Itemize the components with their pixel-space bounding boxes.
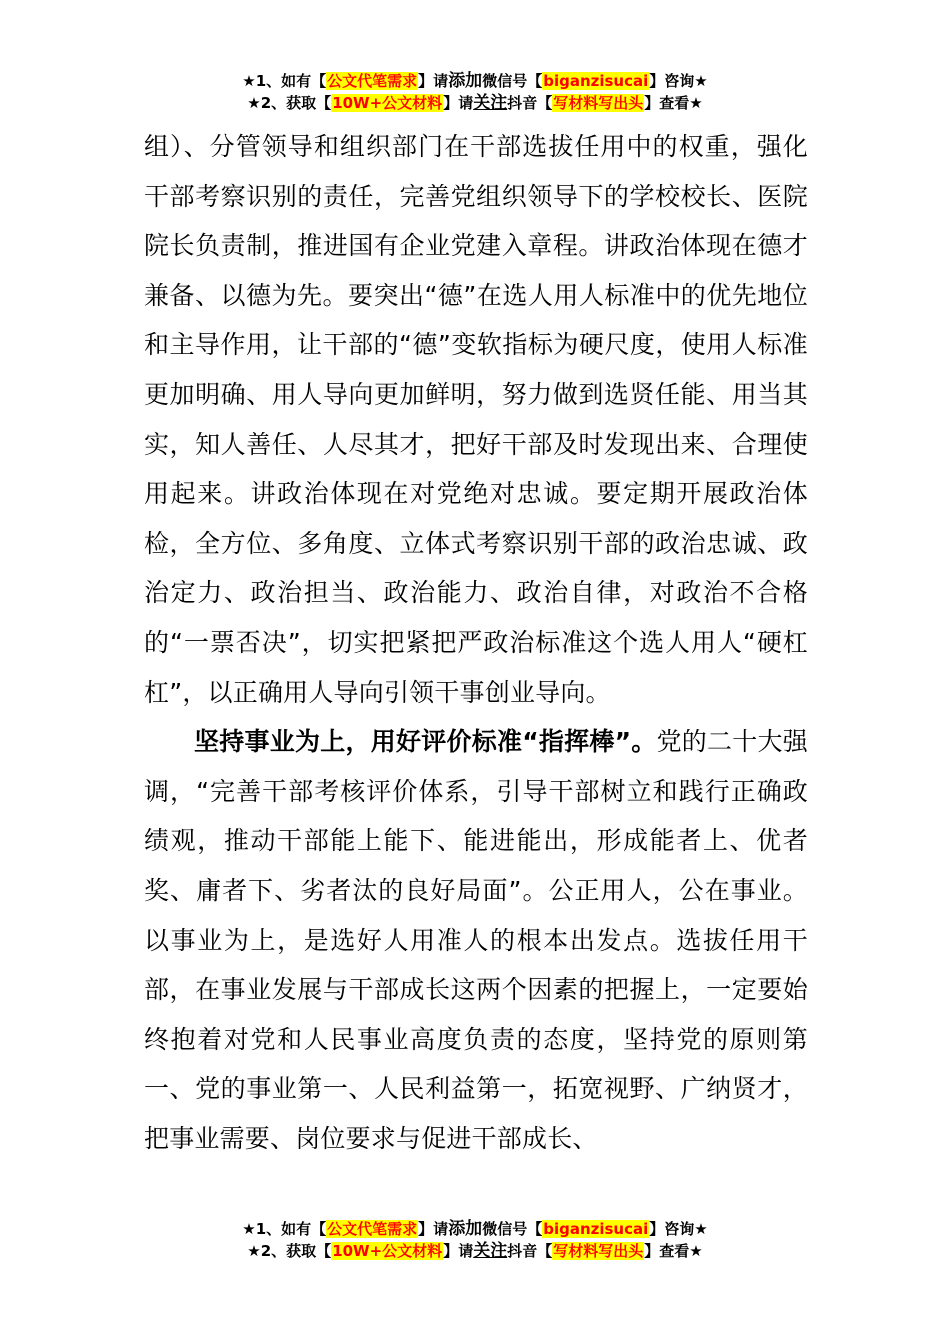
banner-line-2 [0,1240,950,1262]
banner-text: ★1、如有【 [242,1220,327,1238]
paragraph-heading: 坚持事业为上，用好评价标准“指挥棒”。 [194,727,657,757]
banner-text: 】请 [418,72,449,90]
banner-text: 】咨询★ [649,72,708,90]
header-banner [0,70,950,114]
banner-keyword-follow: 关注 [473,1241,508,1261]
paragraph-2 [144,717,808,1163]
banner-text: 抖音【 [507,1242,553,1260]
highlight-wechat-id: biganzisucai [543,72,649,90]
banner-text: ★2、获取【 [247,1242,332,1260]
banner-text: 】查看★ [644,94,703,112]
banner-text: 】查看★ [644,1242,703,1260]
footer-banner [0,1218,950,1262]
banner-keyword-add: 添加 [448,71,483,91]
banner-line-2 [0,92,950,114]
highlight-douyin-account: 写材料写出头 [553,94,644,112]
paragraph-1: 组）、分管领导和组织部门在干部选拔任用中的权重，强化干部考察识别的责任，完善党组织领导下的学校校长、医院院长负责制，推进国有企业党建入章程。讲政治体现在德才兼备、以德为先。要突出“德”在选人用人标准中的优先地位和主导作用，让干部的“德”变软指标为硬尺度，使用人标准更加明确、用人导向更加鲜明，努力做到选贤任能、用当其实，知人善任、人尽其才，把好干部及时发现出来、合理使用起来。讲政治体现在对党绝对忠诚。要定期开展政治体检，全方位、多角度、立体式考察识别干部的政治忠诚、政治定力、政治担当、政治能力、政治自律，对政治不合格的“一票否决”，切实把紧把严政治标准这个选人用人“硬杠杠”，以正确用人导向引领干事创业导向。 [144,132,808,707]
banner-line-1 [0,70,950,92]
highlight-writing-service: 公文代笔需求 [327,72,418,90]
banner-text: 微信号【 [482,72,543,90]
banner-text: ★2、获取【 [247,94,332,112]
banner-text: ★1、如有【 [242,72,327,90]
banner-keyword-follow: 关注 [473,93,508,113]
highlight-wechat-id: biganzisucai [543,1220,649,1238]
banner-text: 微信号【 [482,1220,543,1238]
highlight-douyin-account: 写材料写出头 [553,1242,644,1260]
document-body [144,122,808,1163]
banner-text: 抖音【 [507,94,553,112]
banner-text: 】请 [443,94,474,112]
banner-keyword-add: 添加 [448,1219,483,1239]
banner-text: 】请 [418,1220,449,1238]
banner-line-1 [0,1218,950,1240]
highlight-writing-service: 公文代笔需求 [327,1220,418,1238]
paragraph-text: 党的二十大强调，“完善干部考核评价体系，引导干部树立和践行正确政绩观，推动干部能上能下、能进能出，形成能者上、优者奖、庸者下、劣者汰的良好局面”。公正用人，公在事业。以事业为上，是选好人用准人的根本出发点。选拔任用干部，在事业发展与干部成长这两个因素的把握上，一定要始终抱着对党和人民事业高度负责的态度，坚持党的原则第一、党的事业第一、人民利益第一，拓宽视野、广纳贤才，把事业需要、岗位要求与促进干部成长、 [144,727,808,1153]
highlight-materials: 10W+公文材料 [332,94,443,112]
banner-text: 】咨询★ [649,1220,708,1238]
banner-text: 】请 [443,1242,474,1260]
highlight-materials: 10W+公文材料 [332,1242,443,1260]
